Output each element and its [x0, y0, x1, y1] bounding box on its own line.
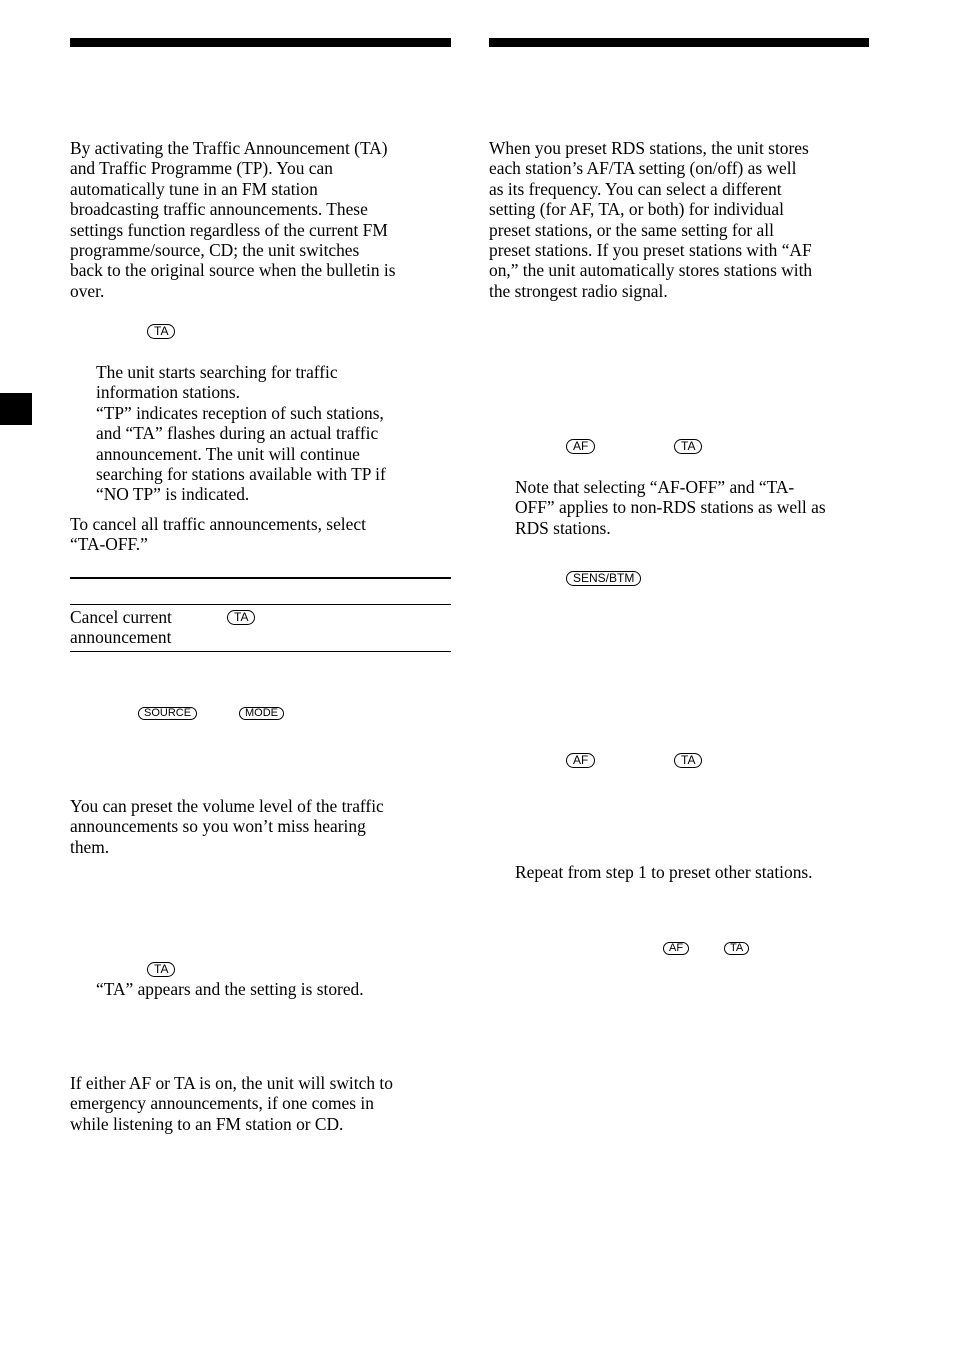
- ta-button-bottom[interactable]: TA: [724, 942, 749, 955]
- table-row-label: Cancel current announcement: [70, 607, 172, 648]
- ta-button-step2[interactable]: TA: [674, 753, 702, 768]
- af-ta-note-text: Note that selecting “AF-OFF” and “TA- OFF” applies to non-RDS stations as well as RDS stations.: [515, 477, 826, 538]
- table-bottom-rule: [70, 651, 451, 652]
- af-button-step2[interactable]: AF: [566, 753, 595, 768]
- right-header-rule: [489, 38, 869, 47]
- ta-button[interactable]: TA: [147, 324, 175, 339]
- right-intro-text: When you preset RDS stations, the unit stores each station’s AF/TA setting (on/off) as well as its frequency. You can select a different setting (for AF, TA, or both) for individual preset stations, or the same setting for all preset stations. If you preset stations with “AF on,” the unit automatically stores stations with the strongest radio signal.: [489, 138, 813, 301]
- mode-button[interactable]: MODE: [239, 707, 284, 720]
- volume-ta-button[interactable]: TA: [147, 962, 175, 977]
- table-top-rule: [70, 577, 451, 579]
- ta-button-right[interactable]: TA: [674, 439, 702, 454]
- repeat-text: Repeat from step 1 to preset other stations.: [515, 862, 813, 882]
- emergency-text: If either AF or TA is on, the unit will switch to emergency announcements, if one comes in while listening to an FM station or CD.: [70, 1073, 393, 1134]
- af-button[interactable]: AF: [566, 439, 595, 454]
- section-tab: [0, 393, 32, 425]
- left-header-rule: [70, 38, 451, 47]
- left-intro-text: By activating the Traffic Announcement (TA) and Traffic Programme (TP). You can automatically tune in an FM station broadcasting traffic announcements. These settings function regardless of the current FM programme/source, CD; the unit switches back to the original source when the bulletin is over.: [70, 138, 396, 301]
- af-button-bottom[interactable]: AF: [663, 942, 689, 955]
- source-button[interactable]: SOURCE: [138, 707, 197, 720]
- cancel-all-text: To cancel all traffic announcements, select “TA-OFF.”: [70, 514, 366, 555]
- volume-result-text: “TA” appears and the setting is stored.: [96, 979, 364, 999]
- table-header-rule: [70, 604, 451, 605]
- ta-search-result-text: The unit starts searching for traffic information stations. “TP” indicates reception of such stations, and “TA” flashes during an actual traffic announcement. The unit will continue searching for stations available with TP if “NO TP” is indicated.: [96, 362, 386, 505]
- table-ta-button[interactable]: TA: [227, 610, 255, 625]
- volume-intro-text: You can preset the volume level of the traffic announcements so you won’t miss hearing them.: [70, 796, 384, 857]
- sens-btm-button[interactable]: SENS/BTM: [566, 571, 641, 586]
